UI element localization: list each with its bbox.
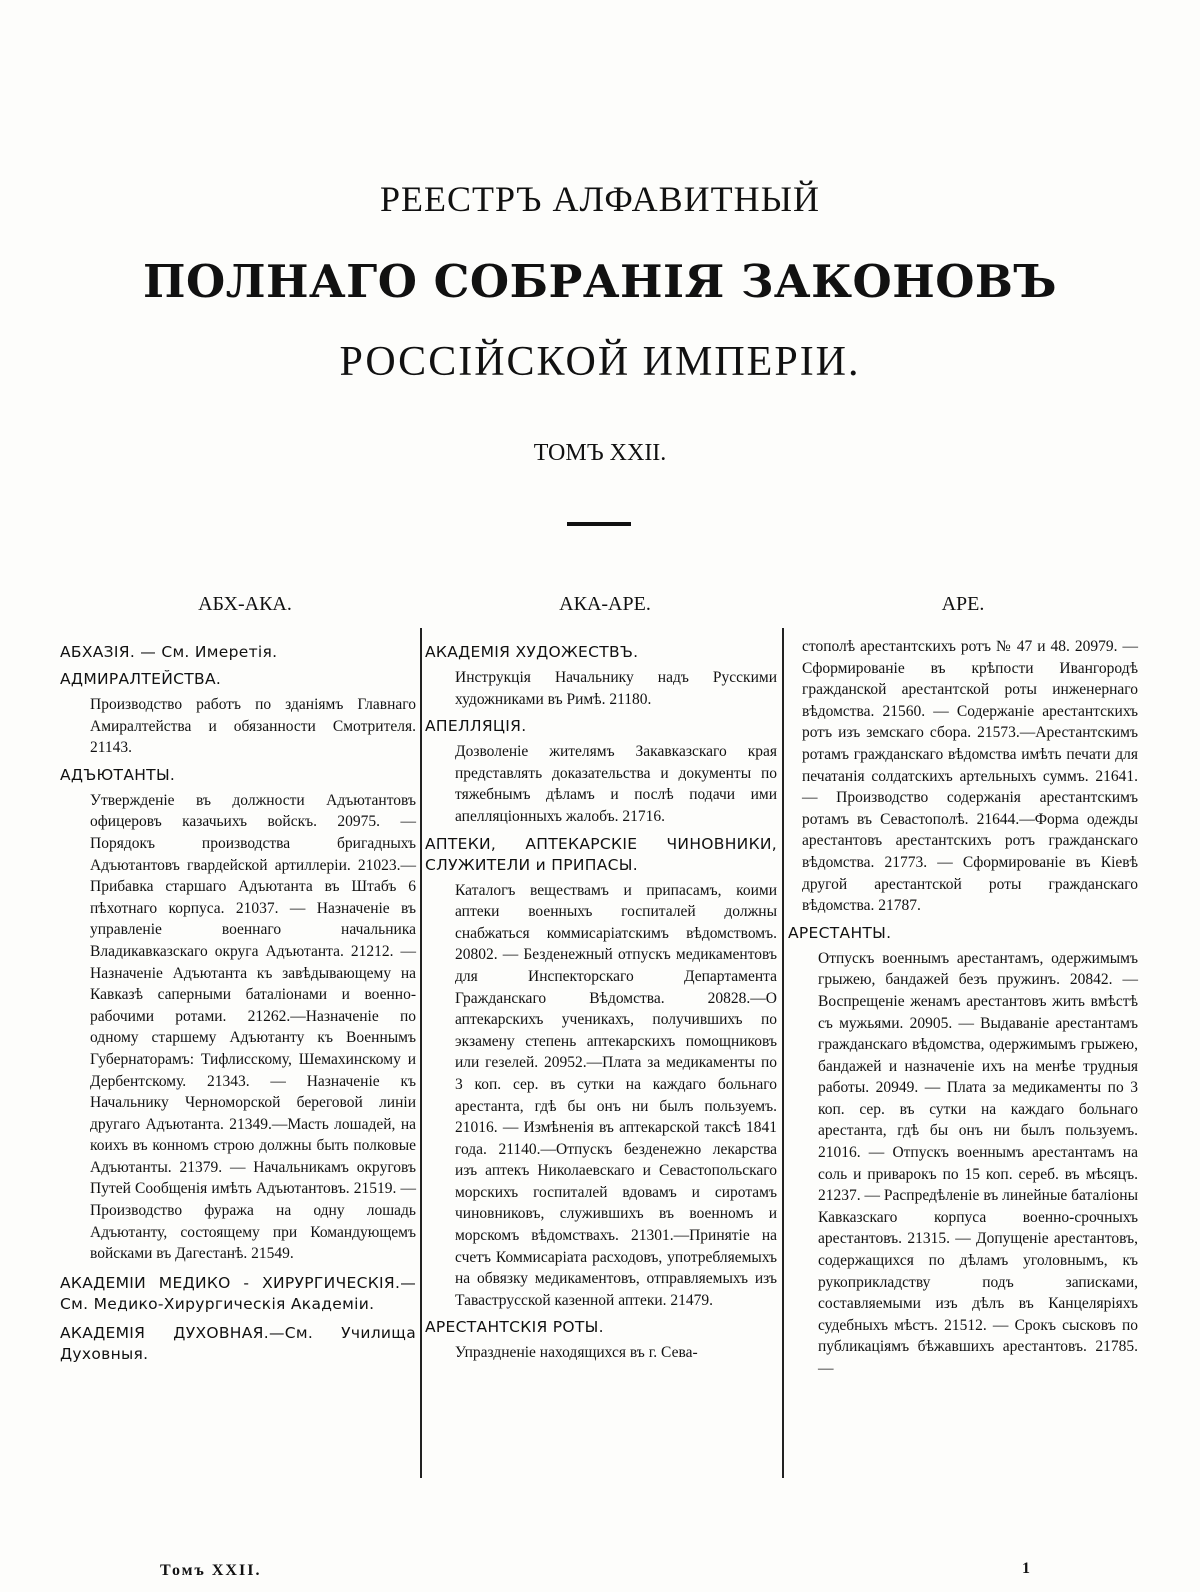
entry-heading: АПТЕКИ, АПТЕКАРСКІЕ ЧИНОВНИКИ, СЛУЖИТЕЛИ и ПРИПАСЫ.	[425, 834, 777, 874]
column-1	[60, 636, 416, 1369]
footer-tome: Томъ XXII.	[160, 1562, 262, 1579]
entry-heading: АКАДЕМІЯ ДУХОВНАЯ.—См. Училища Духовныя.	[60, 1323, 416, 1363]
column-1-heading: АБХ-АКА.	[198, 593, 292, 615]
tome-label: ТОМЪ XXII.	[533, 440, 667, 466]
column-divider-2	[782, 628, 784, 1478]
entry-text: Каталогъ веществамъ и припасамъ, коими аптеки военныхъ госпиталей должны снабжаться коммисаріатскимъ вѣдомствомъ. 20802. — Безденежный отпускъ медикаментовъ для Инспекторскаго Департамента Гражданскаго Вѣдомства. 20828.—О аптекарскихъ ученикахъ, получившихъ по экзамену степень аптекарскихъ помощниковъ или гезелей. 20952.—Плата за медикаменты по 3 коп. сер. въ сутки на каждаго больнаго арестанта, гдѣ бы онъ ни былъ пользуемъ. 21016. — Измѣненія въ аптекарской таксѣ 1841 года. 21140.—Отпускъ безденежно лекарства изъ аптекъ Николаевскаго и Севастопольскаго морскихъ госпиталей вдовамъ и сиротамъ чиновниковъ, служившихъ въ военномъ и морскомъ вѣдомствахъ. 21301.—Принятіе на счетъ Коммисаріата расходовъ, употребляемыхъ на обвязку медикаментовъ, отправляемыхъ изъ Таваструсской казенной аптеки. 21479.	[455, 881, 777, 1309]
entry-heading: АПЕЛЛЯЦІЯ.	[425, 717, 527, 736]
entry-heading: АРЕСТАНТСКІЯ РОТЫ.	[425, 1318, 604, 1337]
entry-text: Дозволеніе жителямъ Закавказскаго края представлять доказательства и документы по тяжебнымъ дѣламъ и послѣ подачи ими апелляціонныхъ жалобъ. 21716.	[455, 743, 777, 825]
title-line-3: РОССІЙСКОЙ ИМПЕРІИ.	[339, 339, 861, 385]
entry-heading: АКАДЕМІЯ ХУДОЖЕСТВЪ.	[425, 643, 639, 661]
entry-text: Упраздненіе находящихся въ г. Сева-	[455, 1344, 698, 1362]
entry-heading: АБХАЗІЯ. — См. Имеретія.	[60, 643, 278, 661]
entry-text: Утвержденіе въ должности Адъютантовъ офицеровъ казачьихъ войскъ. 20975. — Порядокъ производства бригадныхъ Адъютантовъ гвардейской артиллеріи. 21023.—Прибавка старшаго Адъютанта въ Штабъ 6 пѣхотнаго корпуса. 21037. — Назначеніе въ управленіе военнаго начальника Владикавказскаго округа Адъютанта. 21212. — Назначеніе Адъютанта къ завѣдывающему на Кавказѣ саперными баталіонами и военно-рабочими ротами. 21262.—Назначеніе по одному старшему Адъютанту къ Военнымъ Губернаторамъ: Тифлисскому, Шемахинскому и Дербентскому. 21343. — Назначеніе къ Начальнику Черноморской береговой линіи другаго Адъютанта. 21349.—Масть лошадей, на коихъ въ конномъ строю должны быть полковые Адъютанты. 21379. — Начальникамъ округовъ Путей Сообщенія имѣть Адъютантовъ. 21519. — Производство фуража на одну лошадь Адъютанту, состоящему при Командующемъ войсками въ Дагестанѣ. 21549.	[90, 791, 416, 1263]
page-number: 1	[1022, 1560, 1030, 1577]
entry-text: Отпускъ военнымъ арестантамъ, одержимымъ грыжею, бандажей безъ пружинъ. 20842. — Воспрещеніе женамъ арестантовъ жить вмѣстѣ съ мужьями. 20905. — Выдаваніе арестантамъ гражданскаго вѣдомства, одержимымъ грыжею, бандажей и назначеніе ихъ на менѣе трудныя работы. 20949. — Плата за медикаменты по 3 коп. сер. въ сутки на каждаго больнаго арестанта, гдѣ бы онъ ни былъ пользуемъ. 21016. — Отпускъ военнымъ арестантамъ на соль и приварокъ по 15 коп. сереб. въ мѣсяцъ. 21237. — Распредѣленіе въ линейные баталіоны Кавказскаго корпуса военно-срочныхъ арестантовъ. 21315. — Допущеніе арестантовъ, содержащихся по дѣламъ уголовнымъ, къ рукоприкладству подъ записками, составляемыми изъ дѣлъ въ Канцеляріяхъ судебныхъ мѣстъ. 21512. — Срокъ сысковъ по публикаціямъ бѣжавшихъ арестантовъ. 21785. —	[818, 949, 1138, 1377]
title-line-2: ПОЛНАГО СОБРАНІЯ ЗАКОНОВЪ	[143, 255, 1057, 308]
entry-text: Производство работъ по зданіямъ Главнаго Амиралтейства и обязанности Смотрителя. 21143.	[90, 696, 416, 757]
entry-heading: АДЪЮТАНТЫ.	[60, 765, 176, 784]
entry-heading: АРЕСТАНТЫ.	[788, 923, 892, 942]
column-2	[425, 636, 777, 1364]
entry-text: стополѣ арестантскихъ ротъ № 47 и 48. 20979. — Сформированіе въ крѣпости Ивангородѣ гражданской арестантской роты инженернаго вѣдомства. 21560. — Содержаніе арестантскихъ ротъ изъ земскаго сбора. 21573.—Арестантскимъ ротамъ гражданскаго вѣдомства имѣть печати для печатанія солдатскихъ артельныхъ суммъ. 21641. — Производство содержанія арестантскимъ ротамъ въ Севастополѣ. 21644.—Форма одежды арестантовъ арестантскихъ ротъ гражданскаго вѣдомства. 21773. — Сформированіе въ Кіевѣ другой арестантской роты гражданскаго вѣдомства. 21787.	[802, 638, 1138, 915]
title-divider	[567, 522, 631, 526]
column-3	[788, 636, 1138, 1380]
column-3-heading: АРЕ.	[941, 593, 985, 615]
column-divider-1	[420, 628, 422, 1478]
column-2-heading: АКА-АРЕ.	[559, 593, 651, 615]
entry-heading: АДМИРАЛТЕЙСТВА.	[60, 670, 222, 688]
title-line-1: РЕЕСТРЪ АЛФАВИТНЫЙ	[380, 179, 820, 219]
entry-text: Инструкція Начальнику надъ Русскими художниками въ Римѣ. 21180.	[455, 669, 777, 708]
entry-heading: АКАДЕМІИ МЕДИКО - ХИРУРГИЧЕСКІЯ.—См. Медико-Хирургическія Академіи.	[60, 1273, 416, 1313]
